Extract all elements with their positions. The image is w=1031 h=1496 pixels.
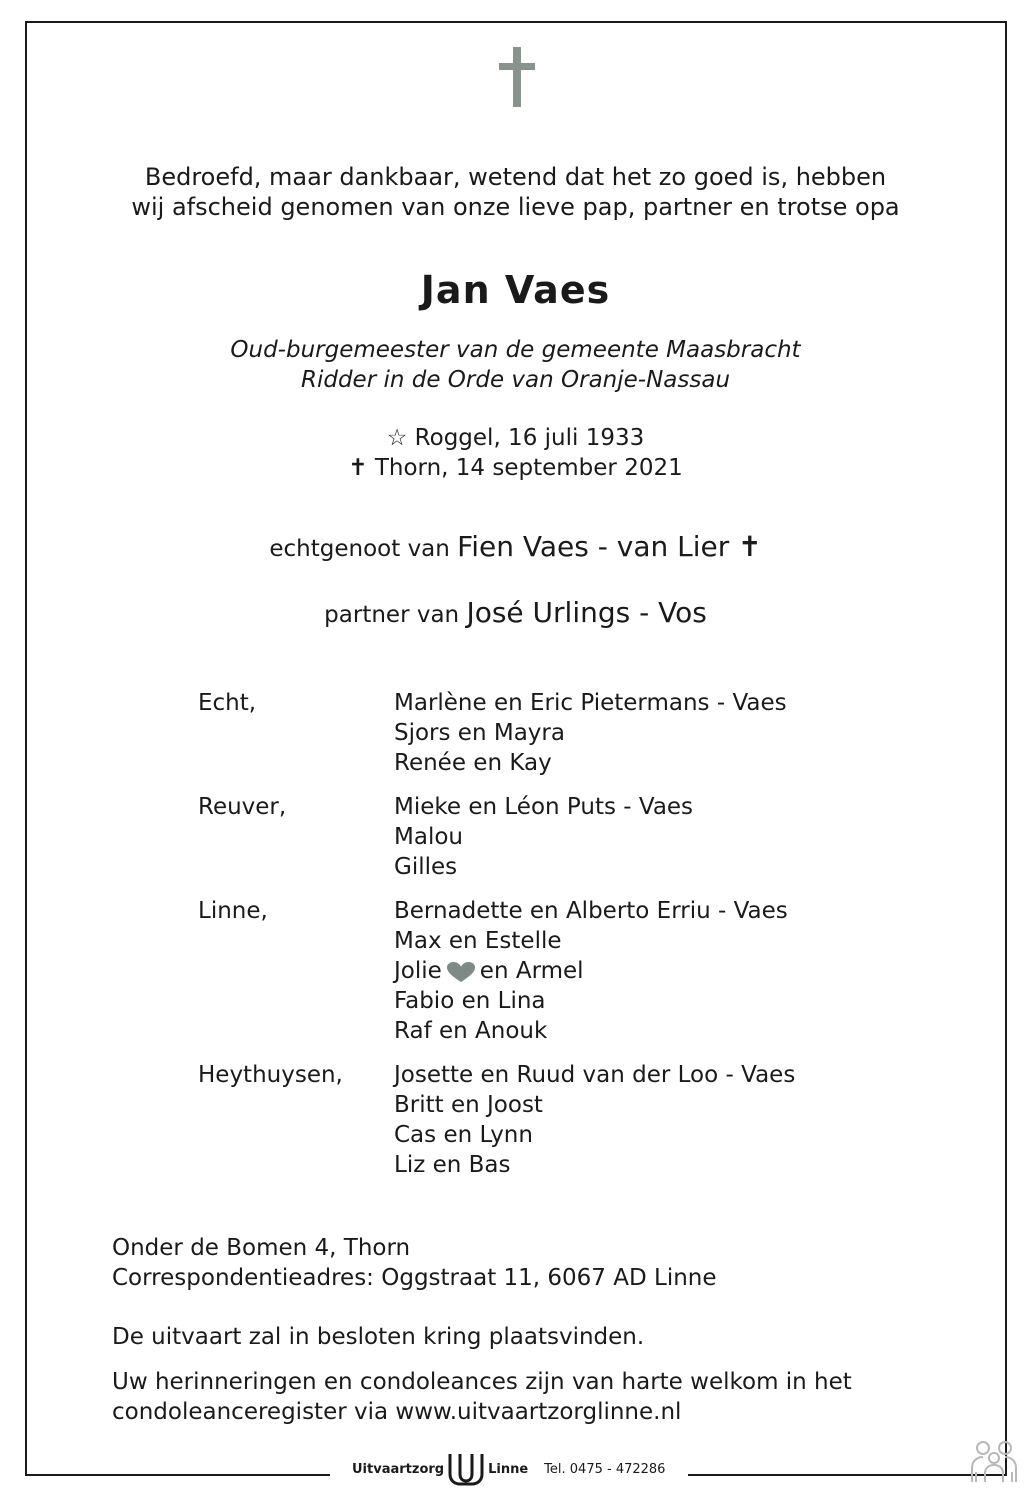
family-member-with-heart <box>394 956 788 986</box>
family-names <box>394 792 693 882</box>
family-member: Raf en Anouk <box>394 1018 548 1044</box>
condolence-block <box>112 1367 852 1427</box>
life-dates <box>0 423 1031 483</box>
family-member: Max en Estelle <box>394 928 562 954</box>
uitvaartzorg-logo-icon <box>446 1450 486 1488</box>
family-member: Liz en Bas <box>394 1152 511 1178</box>
footer-divider-right <box>688 1474 1007 1476</box>
intro-line-1: Bedroefd, maar dankbaar, wetend dat het zo goed is, hebben <box>144 163 887 191</box>
spouse-name: Fien Vaes - van Lier ✝ <box>457 530 762 563</box>
family-names <box>394 688 787 778</box>
address-line-1: Onder de Bomen 4, Thorn <box>112 1235 411 1261</box>
partner-prefix: partner van <box>324 602 460 628</box>
family-member: Mieke en Léon Puts - Vaes <box>394 794 694 820</box>
intro-line-2: wij afscheid genomen van onze lieve pap, partner en trotse opa <box>131 193 900 221</box>
family-member: Renée en Kay <box>394 750 552 776</box>
title-line-2: Ridder in de Orde van Oranje-Nassau <box>300 367 731 393</box>
footer-divider-left <box>25 1474 330 1476</box>
partner-name: José Urlings - Vos <box>466 596 707 629</box>
family-place: Echt, <box>198 690 257 716</box>
family-group-echt <box>198 688 795 778</box>
family-member: Britt en Joost <box>394 1092 543 1118</box>
family-member-second: en Armel <box>479 958 584 984</box>
brand-name-right: Linne <box>488 1461 529 1477</box>
family-member: Fabio en Lina <box>394 988 546 1014</box>
family-group-linne <box>198 896 795 1046</box>
title-line-1: Oud-burgemeester van de gemeente Maasbracht <box>230 337 801 363</box>
spouse-line <box>0 530 1031 563</box>
family-member: Sjors en Mayra <box>394 720 565 746</box>
address-block <box>112 1233 717 1293</box>
people-group-icon <box>966 1438 1022 1484</box>
family-group-reuver <box>198 792 795 882</box>
spouse-prefix: echtgenoot van <box>269 536 450 562</box>
intro-text <box>0 162 1031 222</box>
footer-phone: Tel. 0475 - 472286 <box>544 1461 666 1477</box>
condolence-line-1: Uw herinneringen en condoleances zijn van harte welkom in het <box>112 1369 852 1395</box>
family-member: Marlène en Eric Pietermans - Vaes <box>394 690 787 716</box>
family-names <box>394 1060 795 1180</box>
address-line-2: Correspondentieadres: Oggstraat 11, 6067 AD Linne <box>112 1265 717 1291</box>
deceased-name: Jan Vaes <box>420 268 611 312</box>
footer-brand <box>352 1449 665 1489</box>
partner-line <box>0 596 1031 629</box>
brand-name-left: Uitvaartzorg <box>352 1461 445 1477</box>
family-group-heythuysen <box>198 1060 795 1180</box>
family-member: Josette en Ruud van der Loo - Vaes <box>394 1062 796 1088</box>
condolence-line-2: condoleanceregister via www.uitvaartzorglinne.nl <box>112 1399 682 1425</box>
family-member: Malou <box>394 824 463 850</box>
family-member: Gilles <box>394 854 458 880</box>
family-list <box>198 688 795 1194</box>
family-member: Cas en Lynn <box>394 1122 533 1148</box>
family-member: Bernadette en Alberto Erriu - Vaes <box>394 898 788 924</box>
family-member-first: Jolie <box>394 958 442 984</box>
family-names <box>394 896 788 1046</box>
family-place: Linne, <box>198 898 268 924</box>
heart-icon <box>446 961 476 983</box>
family-place: Heythuysen, <box>198 1062 343 1088</box>
deceased-titles <box>0 335 1031 395</box>
cross-icon <box>497 47 537 107</box>
funeral-notice: De uitvaart zal in besloten kring plaatsvinden. <box>112 1324 645 1350</box>
family-place: Reuver, <box>198 794 287 820</box>
birth-date: ☆ Roggel, 16 juli 1933 <box>386 425 645 451</box>
death-date: ✝ Thorn, 14 september 2021 <box>348 455 683 481</box>
